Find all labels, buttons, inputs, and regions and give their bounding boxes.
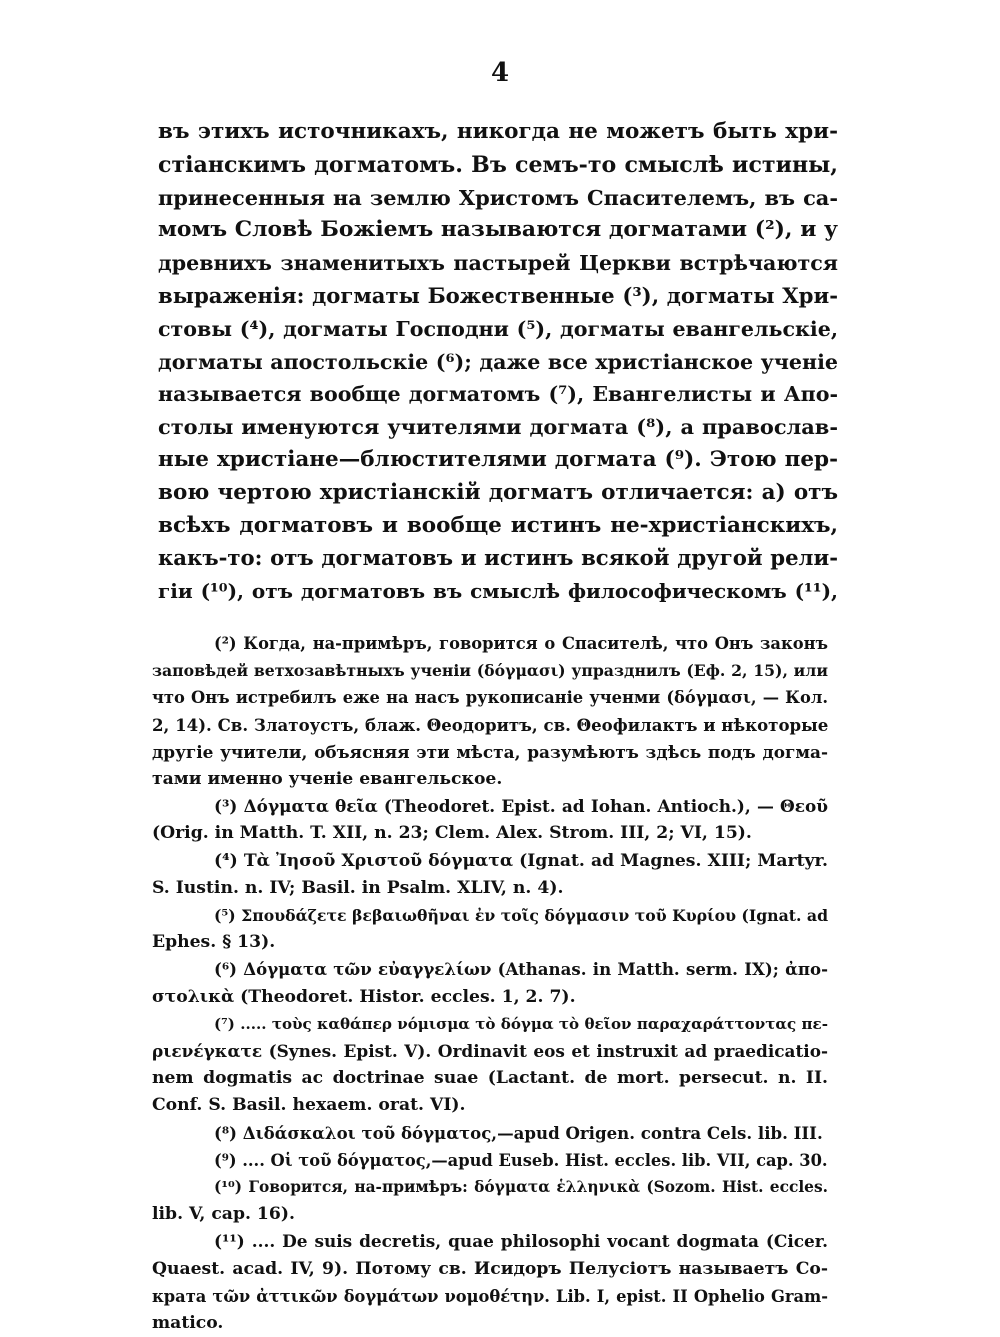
- page-number: 4: [490, 58, 510, 88]
- footnote-7: (⁷) ..... τοὺς καθάπερ νόμισμα τὸ δόγμα τὸ θεῖον παραχαράττοντας πε-: [214, 1014, 828, 1033]
- footnote-line: тами именно ученіе евангельское.: [152, 769, 503, 790]
- footnote-line: matico.: [152, 1313, 224, 1334]
- footnote-4: (⁴) Τὰ Ἰησοῦ Χριστοῦ δόγματα (Ignat. ad Magnes. XIII; Martyr.: [214, 850, 828, 871]
- text-line: древнихъ знаменитыхъ пастырей Церкви встрѣчаются: [158, 251, 838, 276]
- text-line: гіи (¹⁰), отъ догматовъ въ смыслѣ философическомъ (¹¹),: [158, 579, 838, 604]
- footnote-line: S. Iustin. n. IV; Basil. in Psalm. XLIV, n. 4).: [152, 877, 564, 898]
- footnote-line: что Онъ истребилъ еже на насъ рукописаніе ученми (δόγμασι, — Кол.: [152, 688, 828, 708]
- footnote-3: (³) Δόγματα θεῖα (Theodoret. Epist. ad Iohan. Antioch.), — Θεοῦ: [214, 796, 828, 817]
- footnote-5: (⁵) Σπουδάζετε βεβαιωθῆναι ἐν τοῖς δόγμασιν τοῦ Κυρίου (Ignat. ad: [214, 906, 829, 926]
- text-line: стовы (⁴), догматы Господни (⁵), догматы евангельскіе,: [158, 316, 838, 341]
- text-line: момъ Словѣ Божіемъ называются догматами (²), и у: [158, 217, 838, 243]
- footnote-9: (⁹) .... Οἱ τοῦ δόγματος,—apud Euseb. Hist. eccles. lib. VII, cap. 30.: [214, 1150, 828, 1170]
- footnote-line: Quaest. acad. IV, 9). Потому св. Исидоръ Пелусіотъ называетъ Со-: [152, 1258, 828, 1279]
- text-line: принесенныя на землю Христомъ Спасителемъ, въ са-: [158, 184, 838, 210]
- footnote-line: ριενέγκατε (Synes. Epist. V). Ordinavit eos et instruxit ad praedicatio-: [152, 1041, 828, 1062]
- footnote-2: (²) Когда, на-примѣръ, говорится о Спасителѣ, что Онъ законъ: [214, 634, 828, 653]
- text-line: ные христіане—блюстителями догмата (⁹). Этою пер-: [158, 446, 838, 472]
- footnote-line: στολικὰ (Theodoret. Histor. eccles. 1, 2. 7).: [152, 986, 576, 1007]
- text-line: какъ-то: отъ догматовъ и истинъ всякой другой рели-: [158, 545, 838, 571]
- footnote-line: Ephes. § 13).: [152, 932, 276, 953]
- text-line: называется вообще догматомъ (⁷), Евангелисты и Апо-: [158, 382, 838, 407]
- footnote-line: 2, 14). Св. Златоустъ, блаж. Θеодоритъ, св. Θеофилактъ и нѣкоторые: [152, 714, 829, 735]
- footnote-line: заповѣдей ветхозавѣтныхъ ученіи (δόγμασι) упразднилъ (Еф. 2, 15), или: [152, 661, 828, 681]
- footnote-11: (¹¹) .... De suis decretis, quae philosophi vocant dogmata (Cicer.: [214, 1231, 828, 1252]
- text-line: выраженія: догматы Божественные (³), догматы Хри-: [158, 282, 838, 308]
- footnote-line: другіе учители, объясняя эти мѣста, разумѣютъ здѣсь подъ догма-: [152, 741, 828, 762]
- footnote-line: крата τῶν ἀττικῶν δογμάτων νομοθέτην. Lib. I, epist. II Ophelio Gram-: [152, 1286, 828, 1306]
- footnotes: [152, 630, 828, 1337]
- footnote-line: lib. V, cap. 16).: [152, 1204, 295, 1225]
- footnote-8: (⁸) Διδάσκαλοι τοῦ δόγματος,—apud Origen. contra Cels. lib. III.: [214, 1122, 823, 1143]
- text-line: стіанскимъ догматомъ. Въ семъ-то смыслѣ истины,: [158, 151, 838, 178]
- text-line: столы именуются учителями догмата (⁸), а православ-: [158, 414, 838, 440]
- footnote-10: (¹⁰) Говорится, на-примѣръ: δόγματα ἑλληνικὰ (Sozom. Hist. eccles.: [214, 1178, 828, 1197]
- footnote-6: (⁶) Δόγματα τῶν εὐαγγελίων (Athanas. in Matth. serm. IX); ἀπο-: [214, 959, 828, 980]
- footnote-line: nem dogmatis ac doctrinae suae (Lactant. de mort. persecut. n. II.: [152, 1068, 828, 1089]
- text-line: всѣхъ догматовъ и вообще истинъ не-христіанскихъ,: [158, 512, 838, 538]
- main-text: [158, 116, 838, 608]
- text-line: въ этихъ источникахъ, никогда не можетъ быть хри-: [158, 119, 838, 144]
- text-line: догматы апостольскіе (⁶); даже все христіанское ученіе: [158, 349, 838, 374]
- text-line: вою чертою христіанскій догматъ отличается: а) отъ: [158, 479, 838, 505]
- footnote-line: (Orig. in Matth. T. XII, n. 23; Clem. Alex. Strom. III, 2; VI, 15).: [152, 823, 752, 844]
- footnote-line: Conf. S. Basil. hexaem. orat. VI).: [152, 1095, 466, 1116]
